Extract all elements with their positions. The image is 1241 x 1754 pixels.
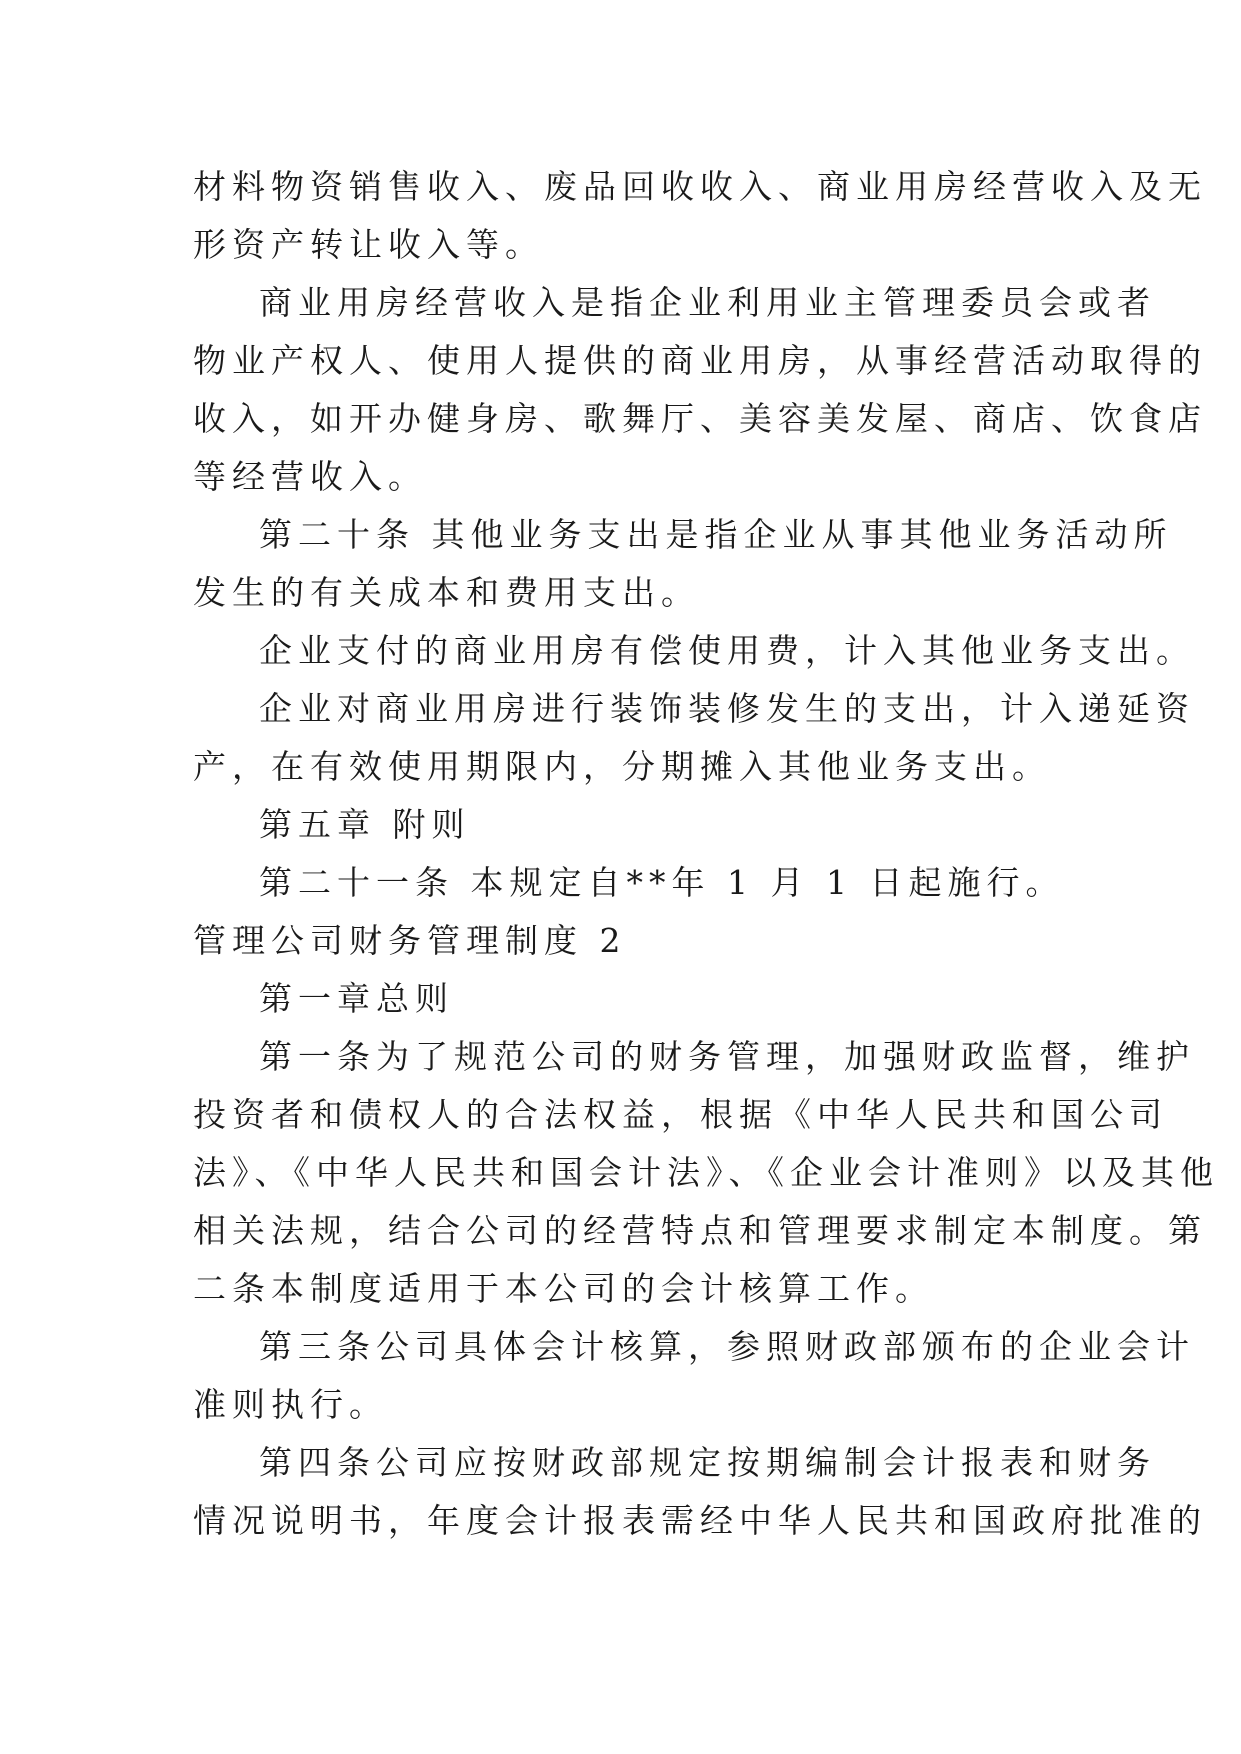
text-line: 情况说明书，年度会计报表需经中华人民共和国政府批准的 — [193, 1501, 1207, 1540]
text-line: 第五章 附则 — [259, 805, 471, 844]
text-line: 收入，如开办健身房、歌舞厅、美容美发屋、商店、饮食店 — [193, 399, 1207, 438]
text-line: 投资者和债权人的合法权益，根据《中华人民共和国公司 — [193, 1095, 1168, 1134]
text-line: 第二十条 其他业务支出是指企业从事其他业务活动所 — [259, 515, 1173, 554]
text-line: 物业产权人、使用人提供的商业用房，从事经营活动取得的 — [193, 341, 1207, 380]
text-line: 发生的有关成本和费用支出。 — [193, 573, 700, 612]
text-line: 二条本制度适用于本公司的会计核算工作。 — [193, 1269, 934, 1308]
text-line: 商业用房经营收入是指企业利用业主管理委员会或者 — [259, 283, 1156, 322]
text-line: 产，在有效使用期限内，分期摊入其他业务支出。 — [193, 747, 1051, 786]
text-line: 第四条公司应按财政部规定按期编制会计报表和财务 — [259, 1443, 1156, 1482]
text-line: 第三条公司具体会计核算，参照财政部颁布的企业会计 — [259, 1327, 1195, 1366]
document-body — [193, 158, 1219, 1550]
text-line: 等经营收入。 — [193, 457, 427, 496]
text-line: 材料物资销售收入、废品回收收入、商业用房经营收入及无 — [193, 167, 1207, 206]
text-line: 相关法规，结合公司的经营特点和管理要求制定本制度。第 — [193, 1211, 1207, 1250]
text-line: 第二十一条 本规定自**年 1 月 1 日起施行。 — [259, 863, 1065, 902]
text-line: 企业支付的商业用房有偿使用费，计入其他业务支出。 — [259, 631, 1195, 670]
text-line: 第一条为了规范公司的财务管理，加强财政监督，维护 — [259, 1037, 1195, 1076]
text-line: 管理公司财务管理制度 2 — [193, 921, 627, 960]
text-line: 第一章总则 — [259, 979, 454, 1018]
text-line: 形资产转让收入等。 — [193, 225, 544, 264]
text-line: 准则执行。 — [193, 1385, 388, 1424]
text-line: 法》、《中华人民共和国会计法》、《企业会计准则》以及其他 — [193, 1153, 1219, 1192]
text-line: 企业对商业用房进行装饰装修发生的支出，计入递延资 — [259, 689, 1195, 728]
